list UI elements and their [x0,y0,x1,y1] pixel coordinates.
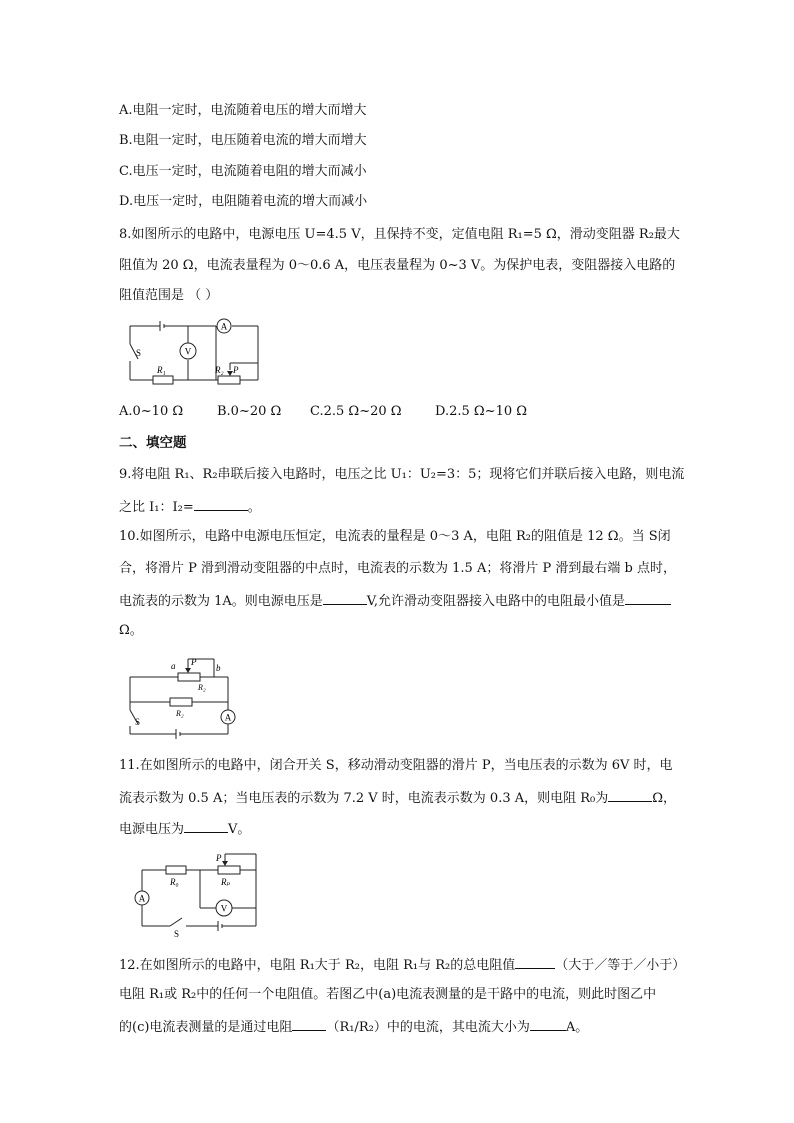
q11-text-c: 电源电压为 [119,822,185,837]
q8-line-3: 阻值范围是 （ ） [119,288,219,303]
q11-ammeter-label: A [138,893,146,904]
q9-line-2 [119,497,261,517]
q10-line-1: 10.如图所示，电路中电源电压恒定，电流表的量程是 0～3 A，电阻 R₂的阻值是 12 Ω。当 S闭 [119,529,671,544]
q8-option-a: A.0~10 Ω [119,404,184,419]
q10-ammeter-label: A [224,712,232,723]
q11-r0-blank[interactable] [608,788,652,802]
q10-switch-label: S [135,717,141,727]
q10-circuit-diagram [118,652,243,742]
q12-line-2: 电阻 R₁或 R₂中的任何一个电阻值。若图乙中(a)电流表测量的是干路中的电流，则此时图乙中 [119,987,657,1002]
q8-circuit-diagram [118,316,263,386]
q10-line-3 [119,591,671,611]
q8-line-1: 8.如图所示的电路中，电源电压 U=4.5 V，且保持不变，定值电阻 R₁=5 Ω，滑动变阻器 R₂最大 [119,227,680,242]
q11-rp-label: Rₚ [221,877,231,887]
q11-r0-label: R₀ [170,877,179,887]
q10-line-4: Ω。 [119,623,143,638]
q12-line-1 [119,955,685,975]
q11-text-d: V。 [228,822,251,837]
q12-text-a: 12.在如图所示的电路中，电阻 R₁大于 R₂，电阻 R₁与 R₂的总电阻值 [119,958,516,973]
q9-answer-blank[interactable] [194,497,248,511]
q7-option-a: A.电阻一定时，电流随着电压的增大而增大 [119,103,367,118]
q11-circuit-diagram [130,848,270,938]
q10-text-a: 电流表的示数为 1A。则电源电压是 [119,594,323,609]
q8-voltmeter-label: V [184,346,192,357]
q11-line-2 [119,788,676,808]
q8-r1-label: R₁ [157,365,166,375]
q10-a-label: a [171,661,176,671]
q8-switch-label: S [136,348,142,358]
q12-text-c: 的(c)电流表测量的是通过电阻 [119,1020,293,1035]
q10-voltage-blank[interactable] [323,591,367,605]
q11-voltage-blank[interactable] [184,819,228,833]
q8-line-2: 阻值为 20 Ω，电流表量程为 0～0.6 A，电压表量程为 0~3 V。为保护电表，变阻器接入电路的 [119,258,676,273]
q10-rheostat-label: R₂ [198,683,206,692]
q10-resistance-blank[interactable] [625,591,671,605]
q11-text-b: Ω， [652,791,677,806]
q11-text-a: 流表示数为 0.5 A；当电压表的示数为 7.2 V 时，电流表示数为 0.3 A，则电阻 R₀为 [119,791,609,806]
q11-line-1: 11.在如图所示的电路中，闭合开关 S，移动滑动变阻器的滑片 P，当电压表的示数为 6V 时，电 [119,758,673,773]
q12-text-d: （R₁/R₂）中的电流，其电流大小为 [326,1020,530,1035]
q8-option-c: C.2.5 Ω~20 Ω [310,404,402,419]
q8-slider-label: P [233,365,239,375]
q9-text-end: 。 [247,500,261,515]
q10-line-2: 合，将滑片 P 滑到滑动变阻器的中点时，电流表的示数为 1.5 A；将滑片 P 滑到最右端 b 点时， [119,561,676,576]
q11-line-3 [119,819,250,839]
q12-text-e: A。 [565,1020,589,1035]
q11-slider-label: P [216,853,222,863]
q10-slider-label: P [191,657,197,667]
q8-ammeter-label: A [220,321,228,332]
section-title-fill-in: 二、填空题 [119,435,187,451]
q12-line-3 [119,1017,588,1037]
q8-r2-label: R₂ [215,365,224,375]
q10-b-label: b [216,663,221,673]
q10-resistor-label: R₂ [176,709,184,718]
q7-option-d: D.电压一定时，电阻随着电流的增大而减小 [119,194,368,209]
q10-text-b: V,允许滑动变阻器接入电路中的电阻最小值是 [366,594,626,609]
q11-voltmeter-label: V [220,903,228,914]
q12-comparison-blank[interactable] [515,955,555,969]
q11-switch-label: S [174,929,180,939]
q12-current-blank[interactable] [530,1017,566,1031]
q7-option-b: B.电阻一定时，电压随着电流的增大而增大 [119,133,367,148]
q9-line-1: 9.将电阻 R₁、R₂串联后接入电路时，电压之比 U₁：U₂=3：5；现将它们并联后接入电路，则电流 [119,467,685,482]
q7-option-c: C.电压一定时，电流随着电阻的增大而减小 [119,164,367,179]
q8-option-d: D.2.5 Ω~10 Ω [435,404,528,419]
q9-text: 之比 I₁：I₂= [119,500,194,515]
q8-option-b: B.0~20 Ω [217,404,282,419]
q8-options [119,403,528,421]
q12-text-b: （大于／等于／小于） [555,958,686,973]
q12-resistor-blank[interactable] [292,1017,326,1031]
